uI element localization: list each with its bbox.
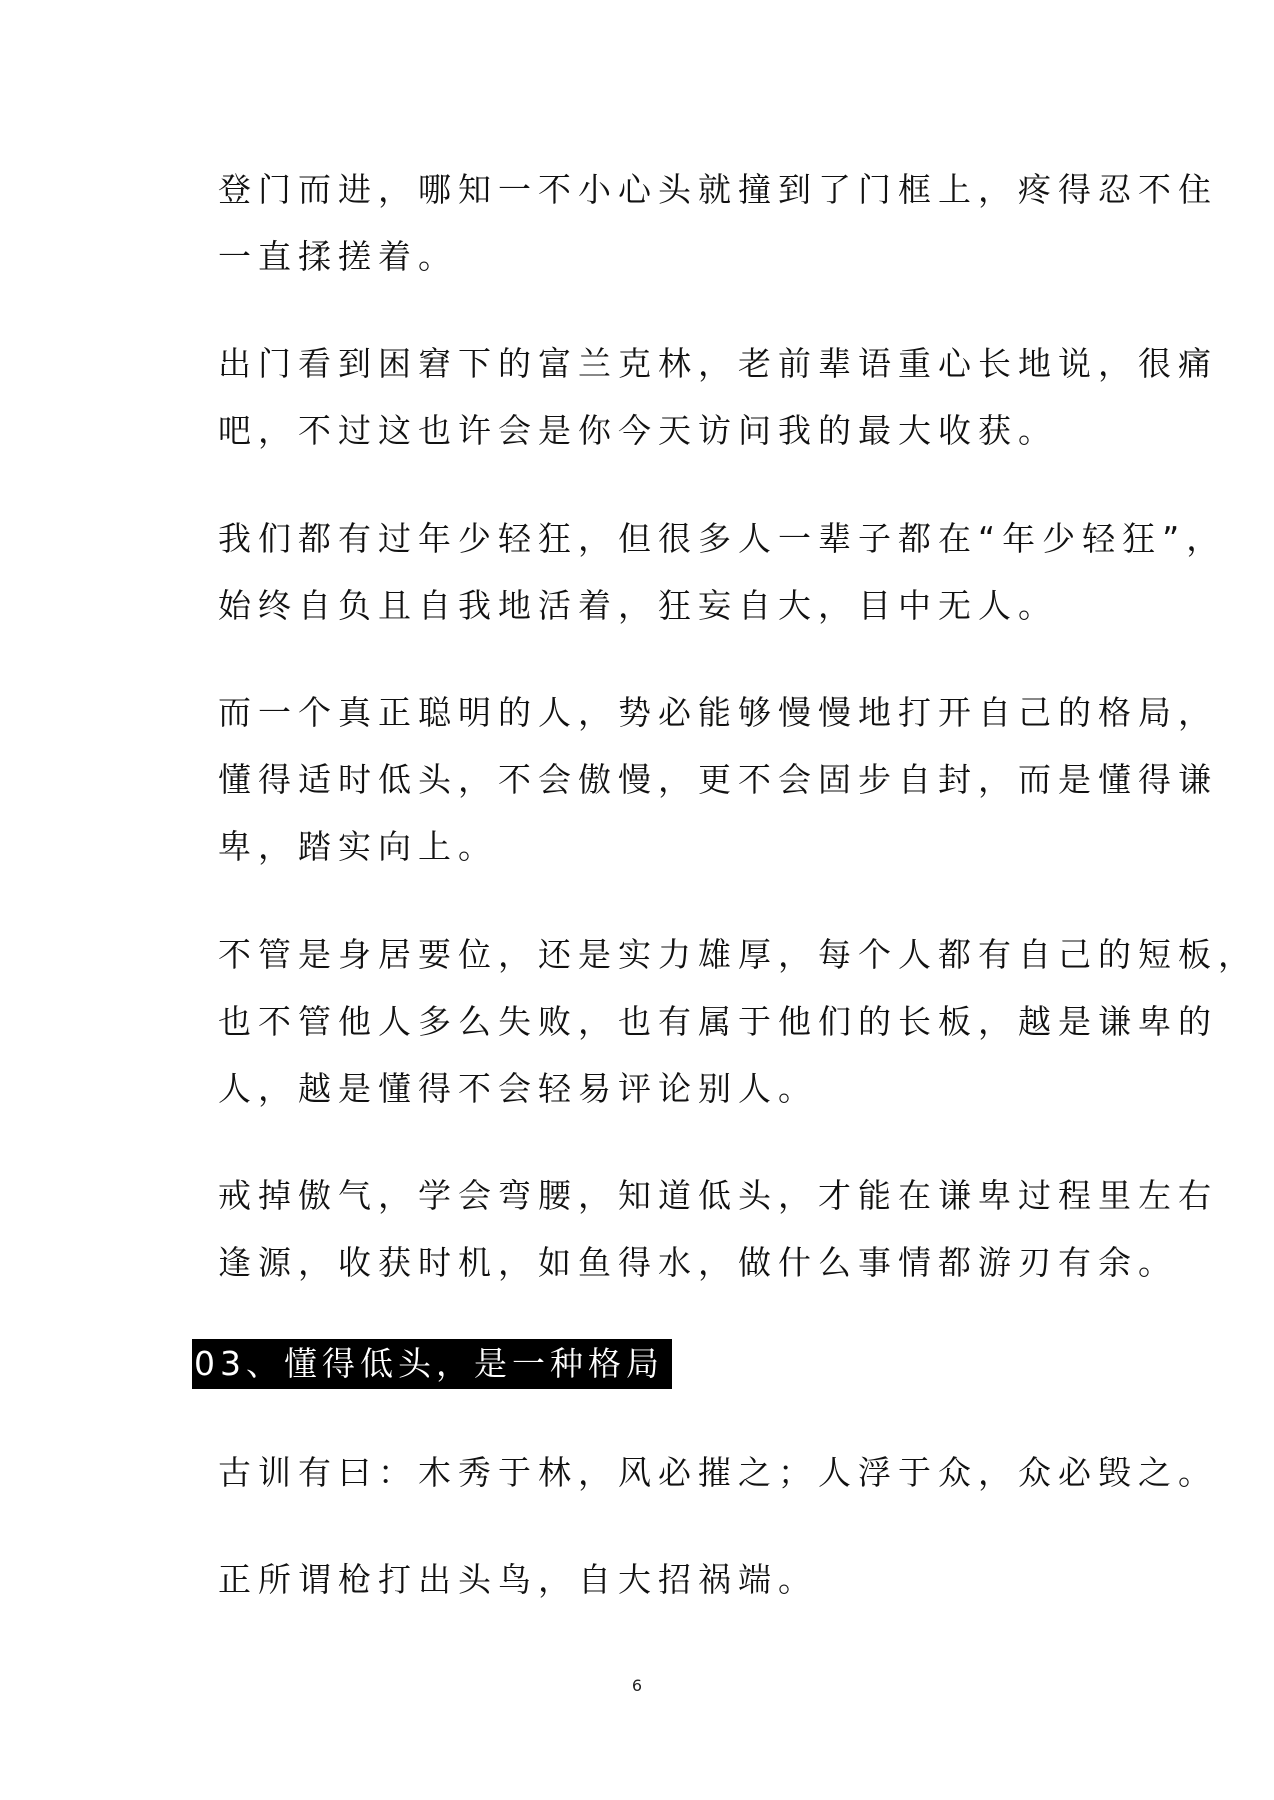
paragraph-3-line-2: 始终自负且自我地活着，狂妄自大，目中无人。 [218,586,1058,625]
paragraph-4-line-3: 卑，踏实向上。 [218,827,498,866]
paragraph-6-line-2: 逢源，收获时机，如鱼得水，做什么事情都游刃有余。 [218,1243,1178,1282]
paragraph-3-line-1: 我们都有过年少轻狂，但很多人一辈子都在“年少轻狂”， [218,519,1227,558]
paragraph-2-line-2: 吧，不过这也许会是你今天访问我的最大收获。 [218,411,1058,450]
paragraph-1-line-2: 一直揉搓着。 [218,237,458,276]
paragraph-5-line-1: 不管是身居要位，还是实力雄厚，每个人都有自己的短板， [218,935,1258,974]
page-number: 6 [631,1676,643,1695]
paragraph-5-line-2: 也不管他人多么失败，也有属于他们的长板，越是谦卑的 [218,1002,1218,1041]
paragraph-5-line-3: 人，越是懂得不会轻易评论别人。 [218,1069,818,1108]
paragraph-7-line-1: 古训有曰：木秀于林，风必摧之；人浮于众，众必毁之。 [218,1453,1218,1492]
paragraph-6-line-1: 戒掉傲气，学会弯腰，知道低头，才能在谦卑过程里左右 [218,1176,1218,1215]
paragraph-2-line-1: 出门看到困窘下的富兰克林，老前辈语重心长地说，很痛 [218,344,1218,383]
paragraph-8-line-1: 正所谓枪打出头鸟，自大招祸端。 [218,1560,818,1599]
paragraph-4-line-1: 而一个真正聪明的人，势必能够慢慢地打开自己的格局， [218,693,1218,732]
paragraph-1-line-1: 登门而进，哪知一不小心头就撞到了门框上，疼得忍不住 [218,170,1218,209]
paragraph-4-line-2: 懂得适时低头，不会傲慢，更不会固步自封，而是懂得谦 [218,760,1218,799]
section-heading: 03、懂得低头，是一种格局 [192,1339,672,1389]
